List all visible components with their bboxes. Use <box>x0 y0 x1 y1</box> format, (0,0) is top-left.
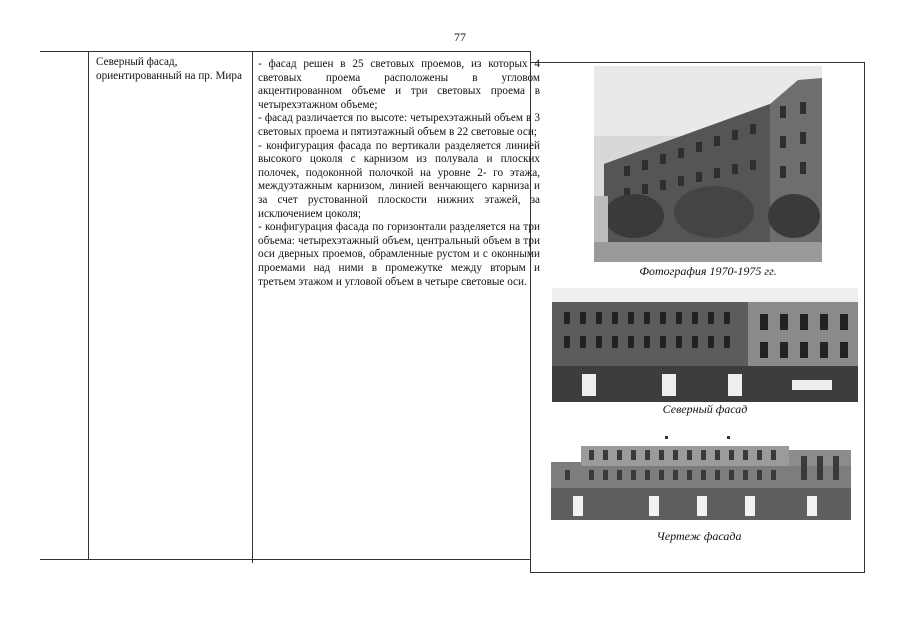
table-col-divider <box>252 51 253 563</box>
facade-name: Северный фасад, ориентированный на пр. Мира <box>96 56 242 82</box>
north-facade-photo <box>552 288 858 402</box>
historic-photo <box>594 66 822 262</box>
facade-description <box>258 58 540 289</box>
description-item: - фасад различается по высоте: четырехэтажный объем в 3 световых проема и пятиэтажный объем в 22 световые оси; <box>258 112 540 138</box>
table-top-border <box>40 51 530 52</box>
description-item: - конфигурация фасада по горизонтали разделяется на три объема: четырехэтажный объем, центральный объем в три оси дверных проемов, обрамленные рустом и с оконными проемами над ними в промежутке между вторым и третьем этажом и угловой объем в четыре световые оси. <box>258 221 540 288</box>
north-facade-caption: Северный фасад <box>662 402 748 416</box>
facade-drawing <box>545 436 853 520</box>
table-top-border-right <box>530 62 865 63</box>
photo-caption: Фотография 1970-1975 гг. <box>639 264 777 278</box>
table-right-border <box>864 62 865 572</box>
description-item: - конфигурация фасада по вертикали разделяется линией высокого цоколя с карнизом из полувала и плоских полочек, подоконной полочкой на уровне 2- го этажа, междуэтажным карнизом, линией венчающего карниза и за счет рустованной плоскости нижних этажей, за исключением цоколя; <box>258 139 540 220</box>
table-bottom-border-right <box>530 572 865 573</box>
table-col-divider <box>88 51 89 559</box>
description-item: - фасад решен в 25 световых проемов, из которых 4 световых проема расположены в угловом акцентированном объеме и три световых проема в четырехэтажном объеме; <box>258 58 540 111</box>
table-bottom-border <box>40 559 530 560</box>
drawing-caption: Чертеж фасада <box>656 529 742 543</box>
page-number: 77 <box>454 30 466 44</box>
